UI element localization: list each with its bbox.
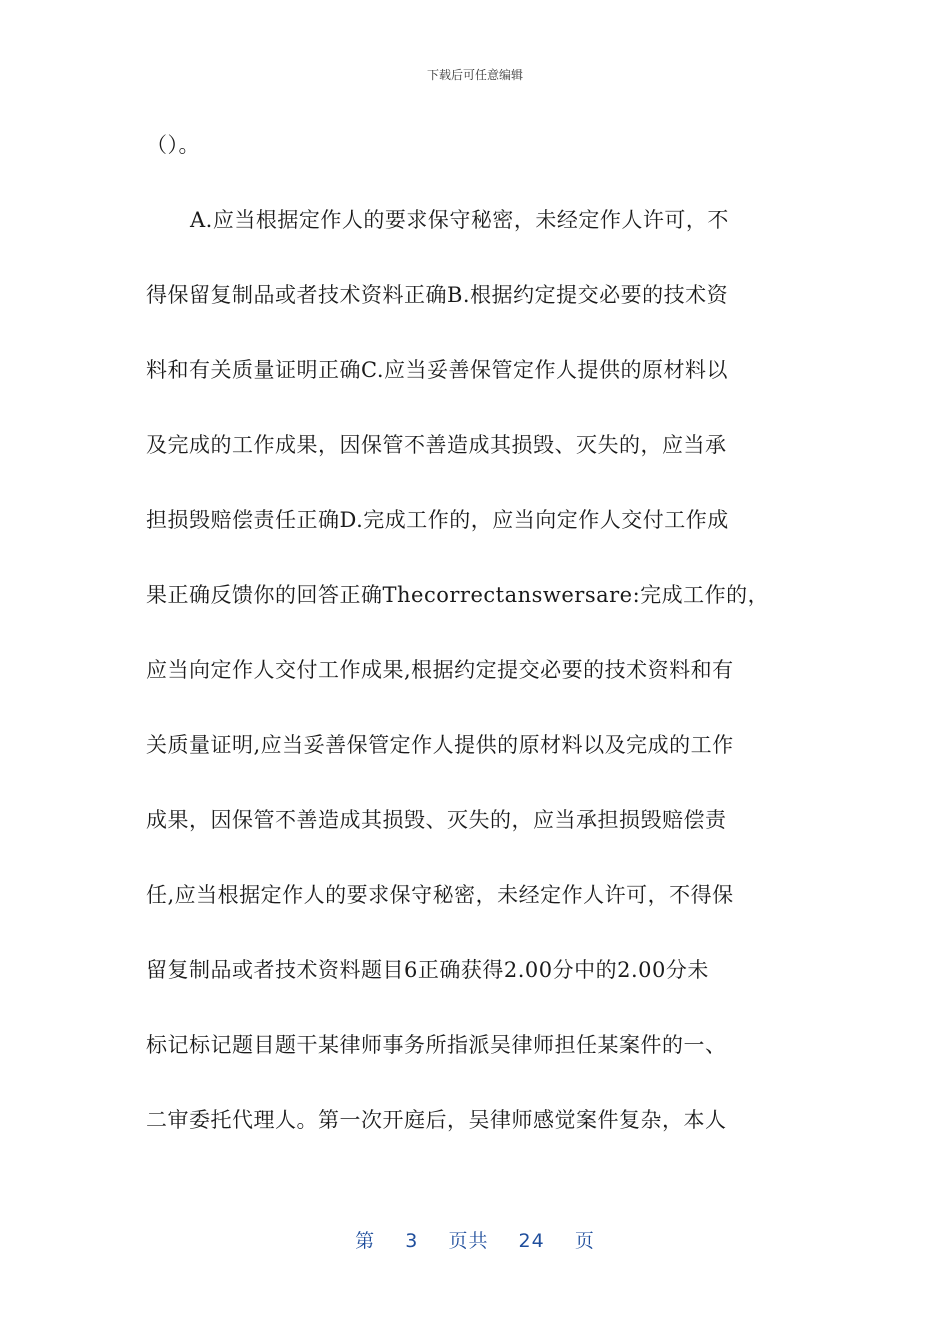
body-line: 应当向定作人交付工作成果,根据约定提交必要的技术资料和有 <box>146 658 734 682</box>
body-line: 任,应当根据定作人的要求保守秘密，未经定作人许可，不得保 <box>146 883 734 907</box>
body-line: A.应当根据定作人的要求保守秘密，未经定作人许可，不 <box>190 208 729 232</box>
footer-total-pages: 24 <box>518 1230 545 1252</box>
body-line: 果正确反馈你的回答正确Thecorrectanswersare:完成工作的， <box>146 583 770 607</box>
document-body <box>146 118 806 1168</box>
body-line: （）。 <box>146 133 200 157</box>
body-line: 料和有关质量证明正确C.应当妥善保管定作人提供的原材料以 <box>146 358 728 382</box>
footer-label-end: 页 <box>574 1230 595 1252</box>
body-line: 二审委托代理人。第一次开庭后，吴律师感觉案件复杂，本人 <box>146 1108 727 1132</box>
footer-current-page: 3 <box>405 1230 419 1252</box>
body-line: 得保留复制品或者技术资料正确B.根据约定提交必要的技术资 <box>146 283 729 307</box>
page-footer <box>0 1226 950 1253</box>
body-line: 标记标记题目题干某律师事务所指派吴律师担任某案件的一、 <box>146 1033 727 1057</box>
footer-label-page: 第 <box>355 1230 376 1252</box>
body-line: 成果，因保管不善造成其损毁、灭失的，应当承担损毁赔偿责 <box>146 808 727 832</box>
page-header-note: 下载后可任意编辑 <box>426 68 523 82</box>
body-line: 担损毁赔偿责任正确D.完成工作的，应当向定作人交付工作成 <box>146 508 729 532</box>
body-line: 关质量证明,应当妥善保管定作人提供的原材料以及完成的工作 <box>146 733 734 757</box>
footer-label-of: 页共 <box>448 1230 489 1252</box>
body-line: 及完成的工作成果，因保管不善造成其损毁、灭失的，应当承 <box>146 433 727 457</box>
body-line: 留复制品或者技术资料题目6正确获得2.00分中的2.00分未 <box>146 958 709 982</box>
